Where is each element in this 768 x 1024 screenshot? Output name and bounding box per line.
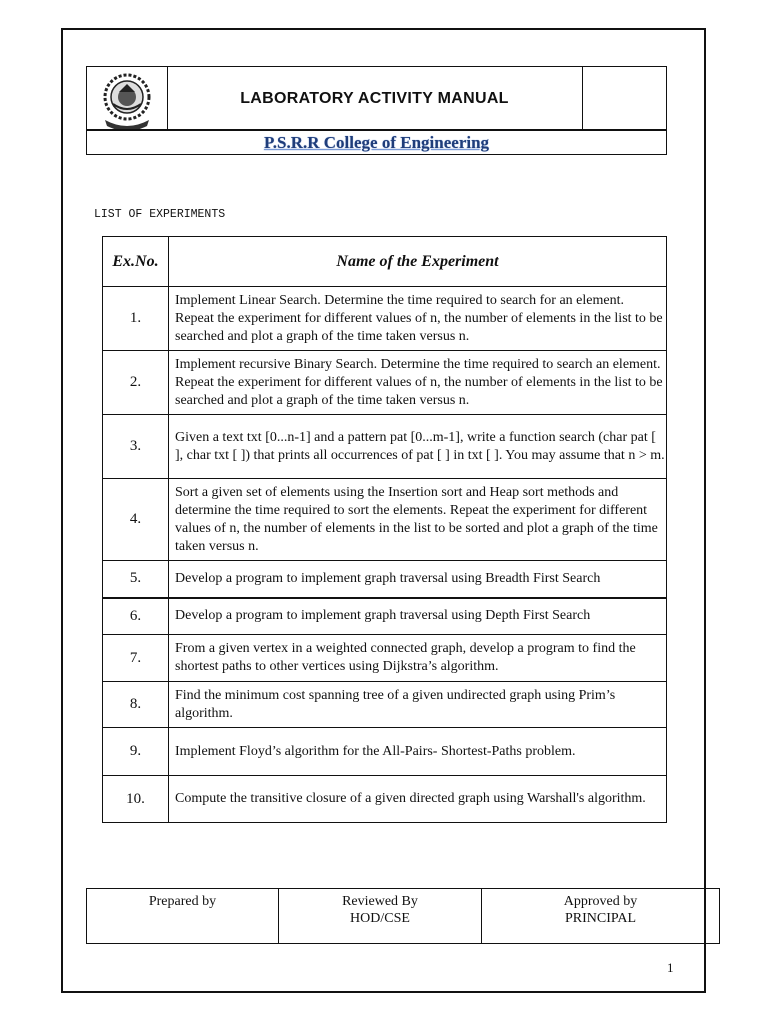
- row-number: 10.: [103, 776, 169, 823]
- table-row: [103, 635, 667, 682]
- table-row: [103, 479, 667, 561]
- table-row: [103, 561, 667, 598]
- page-number: 1: [667, 960, 674, 975]
- experiment-name: Implement recursive Binary Search. Determine the time required to search an element. Repeat the experiment for different values of n, the number of elements in the list to be searched and plot a graph of the time taken versus n.: [169, 351, 667, 415]
- logo-cell: [87, 67, 168, 130]
- experiment-name: From a given vertex in a weighted connected graph, develop a program to find the shortest paths to other vertices using Dijkstra’s algorithm.: [169, 635, 667, 682]
- row-number: 7.: [103, 635, 169, 682]
- row-number: 4.: [103, 479, 169, 561]
- row-number: 1.: [103, 287, 169, 351]
- signoff-table: [86, 888, 720, 944]
- manual-title: LABORATORY ACTIVITY MANUAL: [240, 89, 509, 107]
- experiment-name: Implement Linear Search. Determine the time required to search for an element. Repeat the experiment for different values of n, the number of elements in the list to be searched and plot a graph of the time taken versus n.: [169, 287, 667, 351]
- college-name: P.S.R.R College of Engineering: [263, 132, 490, 152]
- list-heading: LIST OF EXPERIMENTS: [94, 208, 226, 221]
- experiments-table: [102, 236, 667, 823]
- experiment-name: Compute the transitive closure of a given directed graph using Warshall's algorithm.: [169, 776, 667, 823]
- college-row: [86, 129, 667, 155]
- table-header-row: [103, 237, 667, 287]
- approved-role: PRINCIPAL: [564, 911, 637, 926]
- experiment-name: Develop a program to implement graph traversal using Breadth First Search: [169, 561, 667, 598]
- row-number: 6.: [103, 598, 169, 635]
- col-header-name: Name of the Experiment: [169, 237, 667, 287]
- col-header-no: Ex.No.: [103, 237, 169, 287]
- experiment-name: Given a text txt [0...n-1] and a pattern pat [0...m-1], write a function search (char pat [ ], char txt [ ]) that prints all occurrences of pat [ ] in txt [ ]. You may assume that n > m.: [169, 415, 667, 479]
- experiment-name: Sort a given set of elements using the Insertion sort and Heap sort methods and determine the time required to sort the elements. Repeat the experiment for different values of n, the number of elements in the list to be sorted and plot a graph of the time taken versus n.: [169, 479, 667, 561]
- experiment-name: Find the minimum cost spanning tree of a given undirected graph using Prim’s algorithm.: [169, 682, 667, 728]
- table-row: [103, 682, 667, 728]
- prepared-label: Prepared by: [148, 894, 217, 909]
- document-header: [86, 66, 667, 155]
- table-row: [103, 728, 667, 776]
- reviewed-label: Reviewed By: [342, 894, 418, 909]
- row-number: 5.: [103, 561, 169, 598]
- title-cell: [167, 67, 583, 130]
- experiment-name: Develop a program to implement graph traversal using Depth First Search: [169, 598, 667, 635]
- table-row: [103, 598, 667, 635]
- row-number: 3.: [103, 415, 169, 479]
- reviewed-cell: [279, 889, 482, 944]
- approved-label: Approved by: [563, 894, 638, 909]
- experiment-name: Implement Floyd’s algorithm for the All-Pairs- Shortest-Paths problem.: [169, 728, 667, 776]
- approved-cell: [482, 889, 720, 944]
- row-number: 8.: [103, 682, 169, 728]
- table-row: [103, 776, 667, 823]
- college-logo-icon: [95, 70, 159, 130]
- table-row: [103, 415, 667, 479]
- table-row: [103, 287, 667, 351]
- prepared-cell: [87, 889, 279, 944]
- table-row: [103, 351, 667, 415]
- header-top-row: [86, 66, 667, 131]
- row-number: 2.: [103, 351, 169, 415]
- row-number: 9.: [103, 728, 169, 776]
- reviewed-role: HOD/CSE: [350, 911, 410, 926]
